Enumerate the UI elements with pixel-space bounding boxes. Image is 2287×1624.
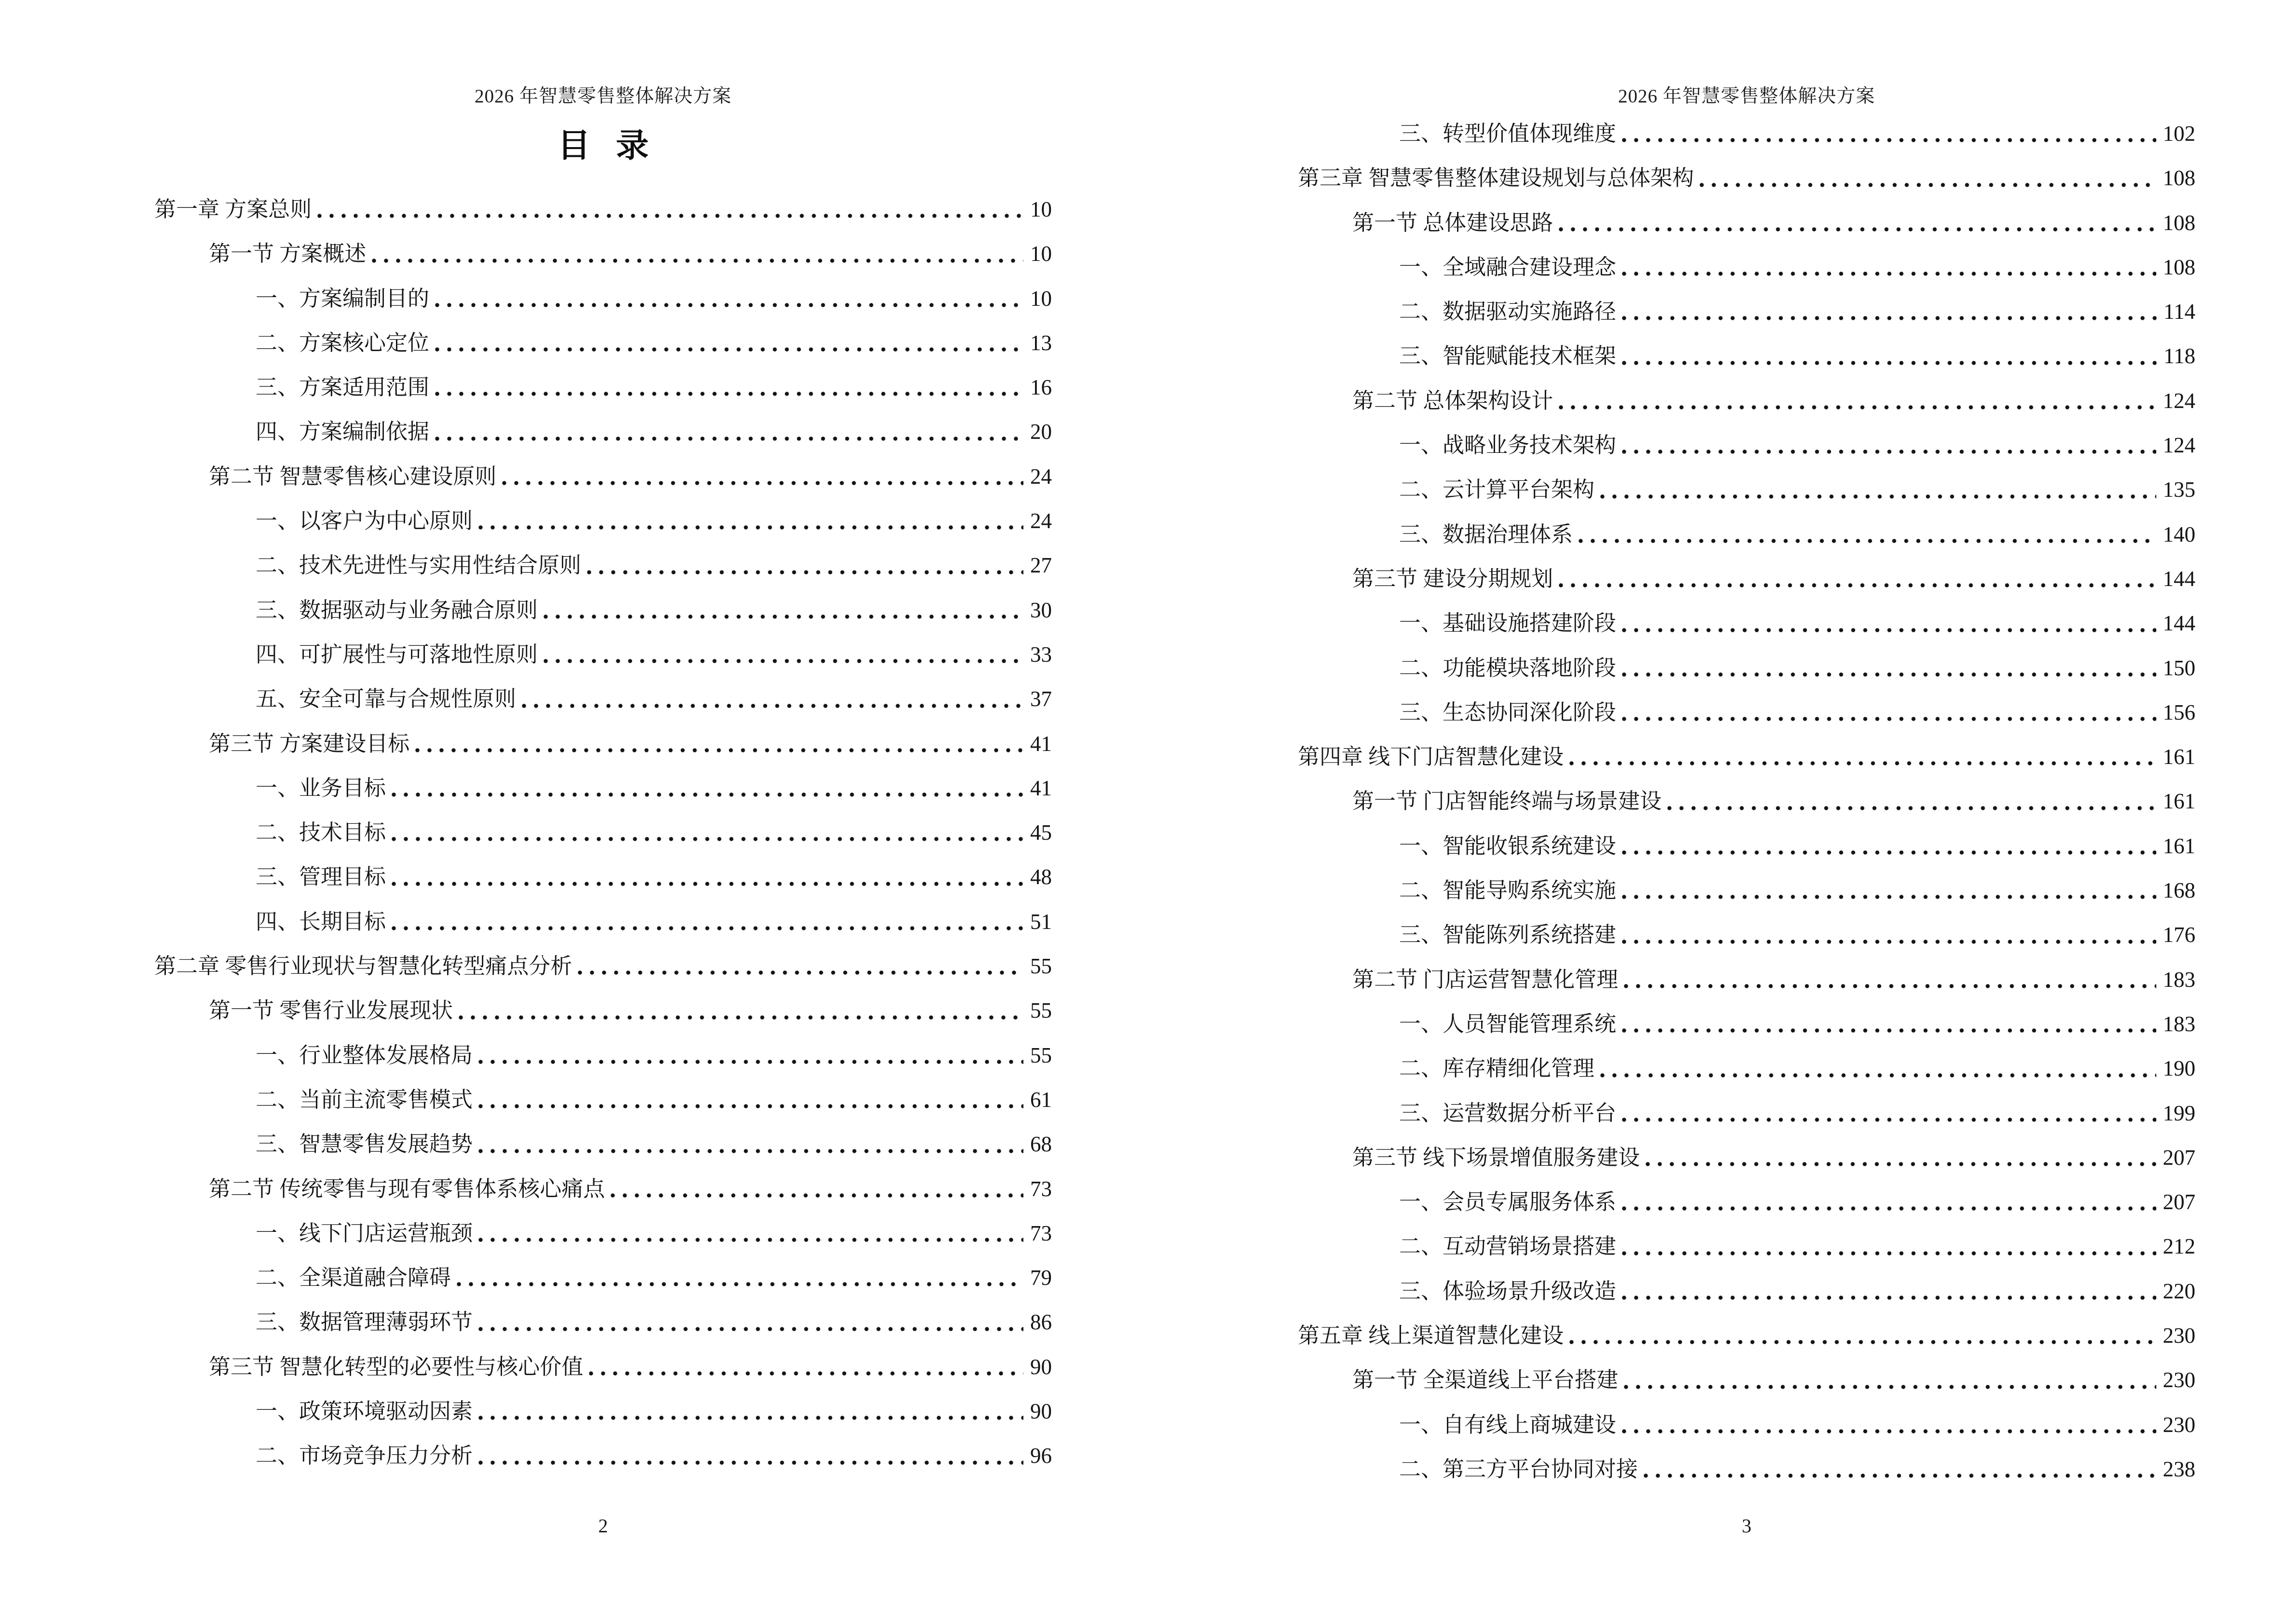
dot-leader: [435, 303, 1023, 307]
dot-leader: [1569, 1340, 2156, 1344]
toc-entry-label: 二、市场竞争压力分析: [256, 1444, 473, 1468]
dot-leader: [1667, 806, 2156, 810]
toc-entry-label: 第二章 零售行业现状与智慧化转型痛点分析: [154, 954, 572, 979]
toc-entry[interactable]: [1399, 1180, 2195, 1224]
toc-entry[interactable]: [256, 1433, 1052, 1478]
dot-leader: [578, 970, 1023, 975]
dot-leader: [435, 437, 1023, 441]
dot-leader: [1622, 672, 2156, 677]
toc-entry[interactable]: [1399, 245, 2195, 289]
toc-entry[interactable]: [1352, 779, 2195, 823]
toc-entry-label: 三、转型价值体现维度: [1399, 122, 1617, 146]
toc-entry[interactable]: [256, 321, 1052, 365]
dot-leader: [544, 659, 1023, 663]
toc-entry-page: 30: [1030, 598, 1052, 622]
toc-entry[interactable]: [256, 810, 1052, 855]
toc-entry[interactable]: [1298, 156, 2195, 200]
toc-entry-label: 第一章 方案总则: [154, 197, 312, 221]
toc-entry-label: 三、运营数据分析平台: [1399, 1101, 1617, 1125]
toc-entry-page: 16: [1030, 375, 1052, 400]
dot-leader: [1600, 1073, 2156, 1078]
dot-leader: [502, 481, 1023, 485]
toc-entry-page: 55: [1030, 1043, 1052, 1067]
toc-entry-page: 33: [1030, 642, 1052, 667]
toc-entry-page: 10: [1030, 197, 1052, 221]
toc-entry-label: 一、行业整体发展格局: [256, 1043, 473, 1067]
toc-entry-page: 13: [1030, 330, 1052, 355]
page-header: 2026 年智慧零售整体解决方案: [1618, 86, 1875, 107]
dot-leader: [1644, 1474, 2156, 1478]
dot-leader: [544, 614, 1023, 619]
toc-entry-label: 三、智能陈列系统搭建: [1399, 923, 1617, 947]
toc-entry[interactable]: [256, 588, 1052, 632]
toc-entry[interactable]: [1399, 601, 2195, 645]
toc-entry[interactable]: [256, 276, 1052, 321]
dot-leader: [1559, 583, 2156, 587]
toc-entry[interactable]: [1399, 467, 2195, 512]
toc-entry-label: 四、长期目标: [256, 909, 386, 934]
dot-leader: [392, 792, 1023, 797]
toc-entry-label: 三、智慧零售发展趋势: [256, 1132, 473, 1157]
dot-leader: [1624, 984, 2156, 988]
toc-entry-label: 一、战略业务技术架构: [1399, 433, 1617, 458]
toc-entry-page: 27: [1030, 553, 1052, 578]
dot-leader: [1579, 539, 2156, 543]
toc-entry-page: 150: [2163, 655, 2195, 680]
toc-entry-label: 第三节 线下场景增值服务建设: [1352, 1145, 1640, 1170]
toc-entry-label: 一、线下门店运营瓶颈: [256, 1221, 473, 1245]
toc-entry[interactable]: [256, 1389, 1052, 1433]
dot-leader: [1559, 405, 2156, 409]
toc-entry-page: 220: [2163, 1279, 2195, 1303]
toc-entry-page: 230: [2163, 1412, 2195, 1437]
toc-entry-label: 一、自有线上商城建设: [1399, 1412, 1617, 1437]
toc-entry-label: 一、智能收银系统建设: [1399, 833, 1617, 858]
toc-entry[interactable]: [1352, 1135, 2195, 1180]
toc-entry[interactable]: [256, 1256, 1052, 1300]
toc-entry-page: 161: [2163, 833, 2195, 858]
dot-leader: [478, 1104, 1023, 1108]
toc-entry-label: 第三节 智慧化转型的必要性与核心价值: [209, 1354, 584, 1379]
toc-entry[interactable]: [1399, 1224, 2195, 1269]
toc-entry[interactable]: [209, 1345, 1052, 1389]
toc-entry[interactable]: [1399, 1091, 2195, 1135]
toc-entry[interactable]: [256, 409, 1052, 454]
toc-entry-page: 102: [2163, 122, 2195, 146]
toc-entry[interactable]: [1352, 957, 2195, 1002]
dot-leader: [1569, 761, 2156, 765]
toc-entry-page: 108: [2163, 255, 2195, 279]
toc-entry-label: 一、方案编制目的: [256, 286, 430, 311]
dot-leader: [1622, 1251, 2156, 1256]
toc-entry-label: 第五章 线上渠道智慧化建设: [1298, 1324, 1564, 1348]
toc-entry[interactable]: [1352, 379, 2195, 423]
toc-entry-label: 第二节 总体架构设计: [1352, 388, 1553, 413]
toc-entry-label: 二、数据驱动实施路径: [1399, 300, 1617, 324]
toc-entry[interactable]: [1399, 646, 2195, 690]
toc-entry[interactable]: [1399, 289, 2195, 334]
toc-title: 目 录: [557, 127, 649, 164]
toc-entry-page: 176: [2163, 923, 2195, 947]
toc-entry-label: 二、全渠道融合障碍: [256, 1266, 451, 1290]
toc-entry-label: 二、功能模块落地阶段: [1399, 655, 1617, 680]
toc-entry[interactable]: [256, 543, 1052, 587]
toc-entry[interactable]: [256, 1300, 1052, 1344]
toc-entry-label: 四、可扩展性与可落地性原则: [256, 642, 538, 667]
dot-leader: [392, 926, 1023, 930]
toc-entry[interactable]: [154, 944, 1052, 988]
dot-leader: [1622, 316, 2157, 320]
toc-entry-page: 114: [2164, 300, 2195, 324]
toc-entry[interactable]: [256, 365, 1052, 409]
dot-leader: [1600, 494, 2156, 499]
toc-entry[interactable]: [256, 499, 1052, 543]
toc-entry-page: 168: [2163, 878, 2195, 903]
toc-entry-page: 96: [1030, 1444, 1052, 1468]
toc-entry[interactable]: [256, 677, 1052, 721]
toc-entry-page: 10: [1030, 286, 1052, 311]
dot-leader: [1622, 850, 2156, 855]
toc-entry-page: 79: [1030, 1266, 1052, 1290]
toc-entry-label: 三、智能赋能技术框架: [1399, 344, 1617, 368]
dot-leader: [589, 1371, 1023, 1376]
toc-entry[interactable]: [209, 722, 1052, 766]
dot-leader: [1622, 1206, 2156, 1211]
dot-leader: [1622, 138, 2156, 142]
dot-leader: [1622, 1028, 2156, 1033]
dot-leader: [478, 1238, 1023, 1242]
toc-list: [154, 187, 1052, 1478]
toc-entry-label: 二、技术先进性与实用性结合原则: [256, 553, 582, 578]
toc-entry-page: 124: [2163, 388, 2195, 413]
page-footer-number: 2: [598, 1515, 608, 1537]
toc-entry-page: 24: [1030, 464, 1052, 489]
toc-entry-label: 第二节 门店运营智慧化管理: [1352, 967, 1619, 992]
page-footer-number: 3: [1742, 1515, 1752, 1537]
toc-entry-page: 207: [2163, 1190, 2195, 1215]
toc-entry-label: 一、以客户为中心原则: [256, 509, 473, 533]
toc-entry-page: 161: [2163, 745, 2195, 769]
toc-entry-page: 161: [2163, 789, 2195, 814]
toc-entry-label: 一、人员智能管理系统: [1399, 1011, 1617, 1036]
dot-leader: [1622, 1429, 2156, 1433]
dot-leader: [522, 704, 1023, 708]
toc-entry-page: 144: [2163, 566, 2195, 591]
toc-entry-label: 第二节 智慧零售核心建设原则: [209, 464, 497, 489]
toc-entry-page: 24: [1030, 509, 1052, 533]
toc-entry-label: 第三章 智慧零售整体建设规划与总体架构: [1298, 166, 1694, 191]
toc-entry-page: 118: [2164, 344, 2195, 368]
dot-leader: [435, 347, 1023, 352]
dot-leader: [478, 1149, 1023, 1153]
toc-entry-page: 124: [2163, 433, 2195, 458]
dot-leader: [1700, 183, 2156, 187]
toc-entry-page: 156: [2163, 700, 2195, 724]
toc-entry-label: 二、库存精细化管理: [1399, 1056, 1595, 1081]
toc-entry-label: 第四章 线下门店智慧化建设: [1298, 745, 1564, 769]
dot-leader: [478, 1460, 1023, 1465]
toc-entry[interactable]: [209, 988, 1052, 1033]
toc-entry-page: 73: [1030, 1221, 1052, 1245]
toc-entry-page: 86: [1030, 1310, 1052, 1335]
dot-leader: [478, 525, 1023, 530]
toc-entry-page: 48: [1030, 865, 1052, 889]
toc-entry-page: 37: [1030, 687, 1052, 711]
toc-entry-label: 第二节 传统零售与现有零售体系核心痛点: [209, 1176, 605, 1201]
toc-entry-label: 五、安全可靠与合规性原则: [256, 687, 517, 711]
toc-entry-page: 140: [2163, 522, 2195, 546]
toc-entry-page: 73: [1030, 1176, 1052, 1201]
toc-entry[interactable]: [1352, 557, 2195, 601]
toc-entry[interactable]: [1399, 868, 2195, 913]
dot-leader: [478, 1416, 1023, 1420]
toc-entry-label: 第一节 全渠道线上平台搭建: [1352, 1368, 1619, 1392]
toc-entry-page: 20: [1030, 420, 1052, 444]
dot-leader: [1646, 1162, 2156, 1166]
dot-leader: [372, 259, 1023, 263]
toc-entry-label: 三、生态协同深化阶段: [1399, 700, 1617, 724]
toc-entry[interactable]: [256, 1033, 1052, 1078]
toc-entry[interactable]: [1399, 1002, 2195, 1046]
toc-entry-label: 二、互动营销场景搭建: [1399, 1234, 1617, 1259]
page-header: 2026 年智慧零售整体解决方案: [475, 86, 732, 107]
dot-leader: [478, 1327, 1023, 1331]
toc-entry-page: 238: [2163, 1457, 2195, 1481]
dot-leader: [457, 1282, 1023, 1286]
toc-entry-label: 二、技术目标: [256, 820, 386, 845]
toc-entry[interactable]: [1352, 1358, 2195, 1402]
toc-entry-page: 45: [1030, 820, 1052, 845]
dot-leader: [459, 1015, 1023, 1020]
toc-entry-label: 第一节 零售行业发展现状: [209, 998, 453, 1023]
toc-entry-page: 207: [2163, 1145, 2195, 1170]
toc-entry[interactable]: [256, 632, 1052, 677]
dot-leader: [1622, 1296, 2156, 1300]
toc-entry[interactable]: [256, 1122, 1052, 1166]
toc-entry-label: 三、体验场景升级改造: [1399, 1279, 1617, 1303]
toc-entry[interactable]: [1399, 423, 2195, 467]
toc-entry-page: 41: [1030, 776, 1052, 800]
toc-entry-page: 61: [1030, 1087, 1052, 1112]
toc-entry-page: 51: [1030, 909, 1052, 934]
dot-leader: [392, 837, 1023, 841]
toc-entry[interactable]: [209, 232, 1052, 276]
toc-entry-page: 144: [2163, 611, 2195, 636]
dot-leader: [1624, 1385, 2156, 1389]
toc-entry-label: 第一节 总体建设思路: [1352, 210, 1553, 235]
toc-entry-label: 第三节 建设分期规划: [1352, 566, 1553, 591]
toc-entry-page: 41: [1030, 731, 1052, 756]
toc-entry[interactable]: [256, 1078, 1052, 1122]
toc-entry[interactable]: [1399, 111, 2195, 156]
toc-entry-page: 90: [1030, 1399, 1052, 1424]
toc-entry[interactable]: [1399, 913, 2195, 957]
toc-entry-label: 第一节 门店智能终端与场景建设: [1352, 789, 1662, 814]
toc-entry[interactable]: [256, 855, 1052, 899]
toc-entry-label: 二、第三方平台协同对接: [1399, 1457, 1638, 1481]
toc-entry-page: 183: [2163, 1011, 2195, 1036]
toc-entry-label: 第三节 方案建设目标: [209, 731, 410, 756]
toc-entry[interactable]: [154, 187, 1052, 232]
toc-entry[interactable]: [256, 900, 1052, 944]
toc-entry[interactable]: [256, 766, 1052, 810]
toc-entry[interactable]: [1352, 201, 2195, 245]
dot-leader: [392, 882, 1023, 886]
toc-entry-label: 一、会员专属服务体系: [1399, 1190, 1617, 1215]
toc-entry-label: 二、方案核心定位: [256, 330, 430, 355]
dot-leader: [1622, 628, 2156, 632]
toc-entry-page: 183: [2163, 967, 2195, 992]
toc-entry-page: 230: [2163, 1368, 2195, 1392]
toc-entry-page: 199: [2163, 1101, 2195, 1125]
toc-entry-label: 三、数据管理薄弱环节: [256, 1310, 473, 1335]
toc-entry[interactable]: [1399, 512, 2195, 557]
toc-entry[interactable]: [1298, 735, 2195, 779]
dot-leader: [611, 1193, 1023, 1198]
toc-entry-label: 一、业务目标: [256, 776, 386, 800]
toc-entry-label: 一、基础设施搭建阶段: [1399, 611, 1617, 636]
toc-entry-page: 55: [1030, 998, 1052, 1023]
toc-list: [1298, 111, 2195, 1491]
dot-leader: [435, 392, 1023, 396]
toc-entry-page: 212: [2163, 1234, 2195, 1259]
toc-entry-page: 55: [1030, 954, 1052, 979]
toc-entry-label: 二、云计算平台架构: [1399, 478, 1595, 502]
toc-entry-page: 108: [2163, 210, 2195, 235]
toc-entry-label: 三、数据驱动与业务融合原则: [256, 598, 538, 622]
toc-entry-page: 230: [2163, 1324, 2195, 1348]
dot-leader: [478, 1060, 1023, 1064]
toc-entry-label: 三、方案适用范围: [256, 375, 430, 400]
toc-entry[interactable]: [1399, 1046, 2195, 1091]
toc-entry-page: 108: [2163, 166, 2195, 191]
toc-entry[interactable]: [256, 1211, 1052, 1256]
toc-entry[interactable]: [209, 1167, 1052, 1211]
dot-leader: [1622, 361, 2157, 365]
dot-leader: [1622, 717, 2156, 721]
dot-leader: [1622, 895, 2156, 899]
toc-entry-label: 一、全域融合建设理念: [1399, 255, 1617, 279]
toc-entry-label: 三、数据治理体系: [1399, 522, 1573, 546]
toc-entry[interactable]: [1399, 1269, 2195, 1313]
toc-entry-page: 10: [1030, 242, 1052, 266]
toc-entry-page: 90: [1030, 1354, 1052, 1379]
dot-leader: [1622, 450, 2156, 454]
dot-leader: [1622, 272, 2156, 276]
toc-entry[interactable]: [1399, 824, 2195, 868]
page-right: [1144, 0, 2287, 1624]
toc-entry-page: 68: [1030, 1132, 1052, 1157]
toc-entry-label: 一、政策环境驱动因素: [256, 1399, 473, 1424]
dot-leader: [1559, 227, 2156, 232]
toc-entry[interactable]: [209, 454, 1052, 499]
toc-entry[interactable]: [1399, 1447, 2195, 1491]
dot-leader: [415, 748, 1023, 752]
dot-leader: [317, 214, 1023, 218]
toc-entry[interactable]: [1399, 334, 2195, 378]
toc-entry[interactable]: [1399, 1403, 2195, 1447]
toc-entry-label: 第一节 方案概述: [209, 242, 367, 266]
toc-entry[interactable]: [1298, 1313, 2195, 1358]
toc-entry-label: 四、方案编制依据: [256, 420, 430, 444]
dot-leader: [587, 570, 1023, 574]
dot-leader: [1622, 1118, 2156, 1122]
toc-entry-label: 二、智能导购系统实施: [1399, 878, 1617, 903]
toc-entry[interactable]: [1399, 690, 2195, 735]
toc-entry-page: 190: [2163, 1056, 2195, 1081]
toc-entry-page: 135: [2163, 478, 2195, 502]
toc-entry-label: 三、管理目标: [256, 865, 386, 889]
toc-entry-label: 二、当前主流零售模式: [256, 1087, 473, 1112]
dot-leader: [1622, 940, 2156, 944]
